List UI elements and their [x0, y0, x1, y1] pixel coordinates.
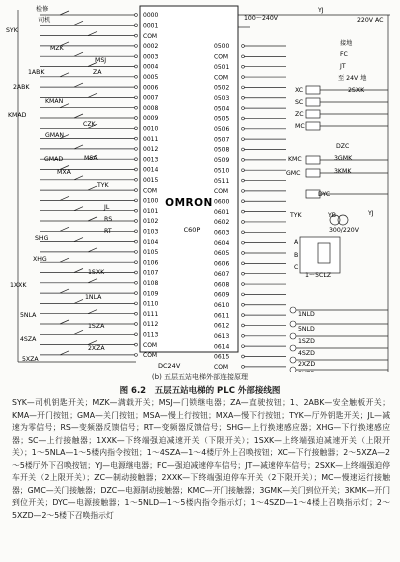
input-terminal: 0012 — [143, 146, 159, 154]
input-terminal: 0006 — [143, 84, 159, 92]
label-gmc: GMC — [286, 170, 301, 177]
diagram-subcaption: (b) 五层五站电梯外部连接原理 — [151, 373, 249, 381]
label-yb: YB — [328, 212, 337, 219]
label-siji: 司机 — [38, 17, 51, 24]
label-220vac: 220V AC — [357, 17, 384, 24]
label-2xzd: 2XZD — [298, 361, 316, 368]
label-1nla: 1NLA — [85, 294, 102, 301]
label-jt: JT — [340, 63, 346, 70]
input-terminal: 0011 — [143, 135, 159, 143]
label-supply-voltage: 100～240V — [244, 15, 279, 22]
label-jianxiu: 检修 — [36, 6, 49, 13]
input-terminal: 0005 — [143, 74, 159, 81]
input-terminal: 0105 — [143, 249, 159, 257]
output-terminal: 0603 — [214, 229, 230, 237]
input-terminal: 0008 — [143, 104, 159, 112]
label-ground: 接地 — [340, 40, 353, 47]
label-msj: MSJ — [95, 57, 107, 64]
output-terminal: COM — [214, 188, 229, 196]
output-terminal: 0503 — [214, 94, 230, 102]
label-24v-ground: 至 24V 地 — [338, 75, 367, 82]
label-a: A — [294, 239, 299, 246]
label-tyk: TYK — [97, 182, 109, 189]
input-terminal: 0102 — [143, 218, 159, 226]
input-terminal: COM — [143, 187, 158, 195]
label-mc: MC — [295, 123, 305, 130]
output-terminal: 0506 — [214, 126, 230, 133]
label-5xza: 5XZA — [22, 356, 39, 363]
input-terminal: 0007 — [143, 94, 159, 102]
label-xc: XC — [295, 87, 304, 94]
input-terminal: 0108 — [143, 280, 159, 287]
figure-caption: 图 6.2 五层五站电梯的 PLC 外部接线图 — [119, 386, 281, 396]
input-terminal: 0103 — [143, 228, 159, 236]
label-fc: FC — [340, 51, 348, 58]
label-b: B — [294, 252, 299, 259]
label-2sxk: 2SXK — [348, 87, 365, 94]
label-2abk: 2ABK — [13, 84, 30, 91]
label-3gmk: 3GMK — [334, 155, 353, 162]
output-terminal: 0500 — [214, 43, 230, 51]
output-terminal: 0615 — [214, 353, 230, 361]
input-terminal: 0009 — [143, 115, 159, 123]
input-terminal: COM — [143, 352, 158, 360]
output-terminal: 0600 — [214, 198, 230, 206]
input-terminal: 0003 — [143, 53, 159, 61]
label-1xxk: 1XXK — [10, 282, 27, 289]
output-terminal: 0511 — [214, 177, 230, 185]
output-terminal: 0608 — [214, 281, 230, 289]
label-yj: YJ — [318, 7, 324, 14]
label-5nla: 5NLA — [20, 312, 37, 319]
input-terminal: COM — [143, 32, 158, 40]
label-rs: RS — [104, 216, 113, 223]
label-1sza: 1SZA — [88, 323, 105, 330]
output-terminal: 0508 — [214, 146, 230, 154]
output-terminal: 0609 — [214, 291, 230, 299]
output-terminal: 0614 — [214, 343, 230, 351]
plc-supply-label-display: DC24V — [158, 362, 181, 370]
output-terminal: 0613 — [214, 333, 230, 340]
output-terminal: COM — [214, 53, 229, 61]
label-5nld: 5NLD — [298, 326, 315, 333]
input-terminal: 0113 — [143, 331, 159, 339]
symbol-legend: SYK—司机钥匙开关；MZK—满载开关；MSJ—门锁继电器；ZA—直驶按钮；1、2ABK—安全触板开关；KMA—开门按钮；GMA—关门按钮；MSA—慢上行按钮；MXA—慢下行按钮；TYK—厅外钥匙开关；JL—减速为零信号；RS—变频器反馈信号；RT—变频器反馈信号；SHG—上行换速感应器；XHG—下行换速感应器；SC—上行接触器；1XXK—下终端强迫减速开关（下限开关）；1SXK—上终端强迫减速开关（上限开关）；1～5NLA—1～5楼内指令按钮；1～4SZA—1～4楼厅外上召唤按钮；XC—下行接触器；2～5XZA—2～5楼厅外下召唤按钮；YJ—电源继电器；FC—强迫减速停车信号；JT—减速停车信号；2SXK—上终端强迫停车开关（2上限开关）；ZC—制动接触器；2XXK—下终端强迫停车开关（2下限开关）；MC—慢速运行接触器；GMC—关门接触器；DZC—电源制动接触器；KMC—开门接触器；3GMK—关门到位开关；3KMK—开门到位开关；DYC—电源接触器；1～5NLD—1～5楼内指令指示灯；1～4SZD—1～4楼上召唤指示灯；2～5XZD—2～5楼下召唤指示灯 — [12, 398, 390, 520]
label-300-220v: 300/220V — [329, 227, 359, 234]
output-terminal: 0611 — [214, 312, 230, 320]
label-c: C — [294, 264, 299, 271]
label-za: ZA — [93, 69, 102, 76]
output-terminal: 0502 — [214, 84, 230, 92]
label-2xza: 2XZA — [88, 345, 105, 352]
output-terminal: 0505 — [214, 115, 230, 123]
output-terminal: 0601 — [214, 208, 230, 216]
output-terminal: 0504 — [214, 105, 230, 113]
label-1abk: 1ABK — [28, 69, 45, 76]
label-dyc: DYC — [318, 191, 331, 198]
label-msa: MSA — [84, 155, 98, 162]
output-terminal: 0509 — [214, 157, 230, 165]
label-kman: KMAN — [45, 98, 64, 105]
output-terminal: 0607 — [214, 270, 230, 278]
input-terminal: 0001 — [143, 22, 159, 30]
label-1sxk: 1SXK — [88, 269, 105, 276]
output-terminal: 0507 — [214, 136, 230, 144]
input-terminal: 0004 — [143, 63, 159, 71]
output-terminal: 0604 — [214, 239, 230, 247]
label-tyk-right: TYK — [290, 212, 302, 219]
label-clz: 1～5CLZ — [305, 272, 332, 279]
output-terminal: COM — [214, 364, 229, 372]
plc-model: C60P — [183, 226, 201, 234]
label-mzk: MZK — [50, 45, 64, 52]
output-terminal: 0510 — [214, 167, 230, 175]
input-terminal: 0010 — [143, 125, 159, 133]
input-terminal: 0107 — [143, 269, 159, 277]
input-device-labels — [6, 5, 112, 363]
input-wiring — [18, 10, 137, 362]
output-terminal: 0606 — [214, 260, 230, 268]
input-terminal: 0104 — [143, 238, 159, 246]
label-rt: RT — [104, 228, 112, 235]
label-mxa: MXA — [57, 169, 71, 176]
output-terminal: 0602 — [214, 219, 230, 227]
label-zc: ZC — [295, 111, 304, 118]
input-terminal: 0002 — [143, 43, 159, 51]
label-1nld: 1NLD — [298, 311, 315, 318]
input-terminal: 0112 — [143, 321, 159, 329]
label-sc: SC — [295, 99, 304, 106]
label-4szd: 4SZD — [298, 350, 315, 357]
output-terminal: 0610 — [214, 301, 230, 309]
label-jl: JL — [104, 204, 110, 211]
plc-brand: OMRON — [165, 197, 213, 209]
output-terminal: 0612 — [214, 322, 230, 330]
input-terminal: COM — [143, 341, 158, 349]
label-gman: GMAN — [45, 132, 64, 139]
input-terminal: 0110 — [143, 300, 159, 308]
label-kmad: KMAD — [8, 112, 27, 119]
output-terminal: 0605 — [214, 250, 230, 258]
input-terminal: 0106 — [143, 259, 159, 267]
output-terminal: 0501 — [214, 63, 230, 71]
label-shg: SHG — [35, 235, 49, 242]
label-yj-right: YJ — [368, 210, 374, 217]
label-czk: CZK — [83, 121, 96, 128]
input-terminal: 0013 — [143, 156, 159, 164]
input-terminal: 0015 — [143, 177, 159, 184]
label-3kmk: 3KMK — [334, 168, 352, 175]
input-terminal: 0100 — [143, 197, 159, 205]
label-xhg: XHG — [33, 256, 47, 263]
label-gmad: GMAD — [44, 156, 64, 163]
input-terminal: 0014 — [143, 166, 159, 174]
input-terminal: 0000 — [143, 12, 159, 20]
input-terminal: 0109 — [143, 290, 159, 298]
output-device-labels — [244, 7, 383, 372]
input-terminal: 0111 — [143, 310, 159, 318]
output-terminal: COM — [214, 74, 229, 82]
output-wiring — [238, 15, 390, 372]
label-4sza: 4SZA — [20, 336, 37, 343]
label-dzc: DZC — [336, 143, 350, 150]
input-terminal: 0101 — [143, 207, 159, 215]
label-1szd: 1SZD — [298, 338, 315, 345]
label-kmc: KMC — [288, 156, 302, 163]
label-syk: SYK — [6, 27, 18, 34]
